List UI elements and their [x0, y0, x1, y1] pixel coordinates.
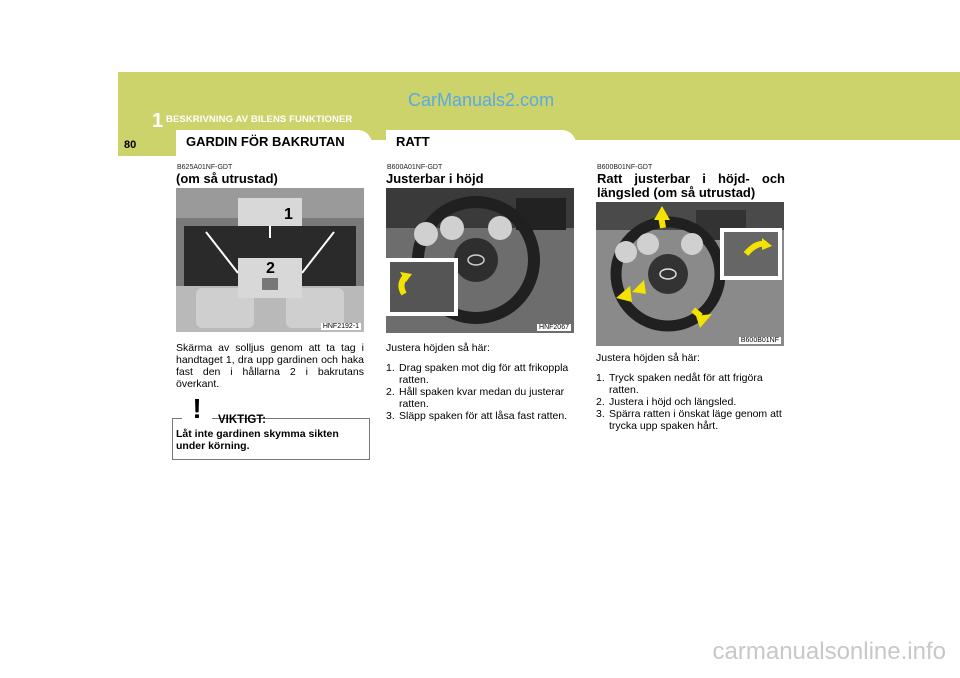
steering-height-image [386, 188, 574, 333]
image-label-curtain: HNF2192-1 [322, 323, 359, 330]
step-item: 3. Släpp spaken för att låsa fast ratten. [386, 410, 568, 422]
code-tilt-telescope: B600B01NF-GDT [597, 164, 653, 171]
watermark-bottom[interactable]: carmanualsonline.info [712, 638, 946, 665]
steps-height [386, 342, 576, 422]
image-label-height: HNF2067 [539, 324, 569, 331]
svg-text:!: ! [192, 393, 202, 422]
curtain-text: Skärma av solljus genom att ta tag i handtaget 1, dra upp gardinen och haka fast den i hållarna 2 i bakrutans överkant. [176, 342, 364, 390]
watermark-top[interactable]: CarManuals2.com [408, 90, 555, 110]
step-item: 3. Spärra ratten i önskat läge genom att trycka upp spaken hårt. [596, 408, 782, 432]
callout-2: 2 [266, 260, 275, 277]
intro-tilt-telescope: Justera höjden så här: [596, 352, 700, 364]
rear-curtain-image [176, 188, 364, 332]
warning-text: Låt inte gardinen skymma sikten under körning. [176, 428, 339, 452]
steps-tilt-telescope [596, 352, 786, 432]
heading-height: Justerbar i höjd [386, 171, 484, 186]
steering-tilt-telescope-image [596, 202, 784, 346]
warning-icon [182, 392, 212, 427]
code-curtain: B625A01NF-GDT [177, 164, 233, 171]
section-title-steering: RATT [396, 134, 430, 149]
image-label-tilt-telescope: B600B01NF [740, 337, 779, 344]
steering-wheel-adjust-illustration [596, 202, 784, 346]
step-item: 2. Håll spaken kvar medan du justerar ratten. [386, 386, 565, 410]
step-item: 1. Drag spaken mot dig för att frikoppla ratten. [386, 362, 569, 386]
step-item: 1. Tryck spaken nedåt för att frigöra ratten. [596, 372, 763, 396]
heading-curtain: (om så utrustad) [176, 171, 278, 186]
step-item: 2. Justera i höjd och längsled. [596, 396, 737, 408]
page-number: 80 [124, 139, 137, 151]
code-height: B600A01NF-GDT [387, 164, 443, 171]
callout-1: 1 [284, 206, 293, 223]
chapter-number: 1 [152, 110, 164, 132]
intro-height: Justera höjden så här: [386, 342, 490, 354]
heading-tilt-telescope: Ratt justerbar i höjd- och längsled (om så utrustad) [597, 171, 785, 200]
steering-wheel-illustration [386, 188, 574, 333]
chapter-title: BESKRIVNING AV BILENS FUNKTIONER [166, 114, 353, 125]
section-title-curtain: GARDIN FÖR BAKRUTAN [186, 134, 345, 149]
warning-title: VIKTIGT: [218, 414, 266, 426]
